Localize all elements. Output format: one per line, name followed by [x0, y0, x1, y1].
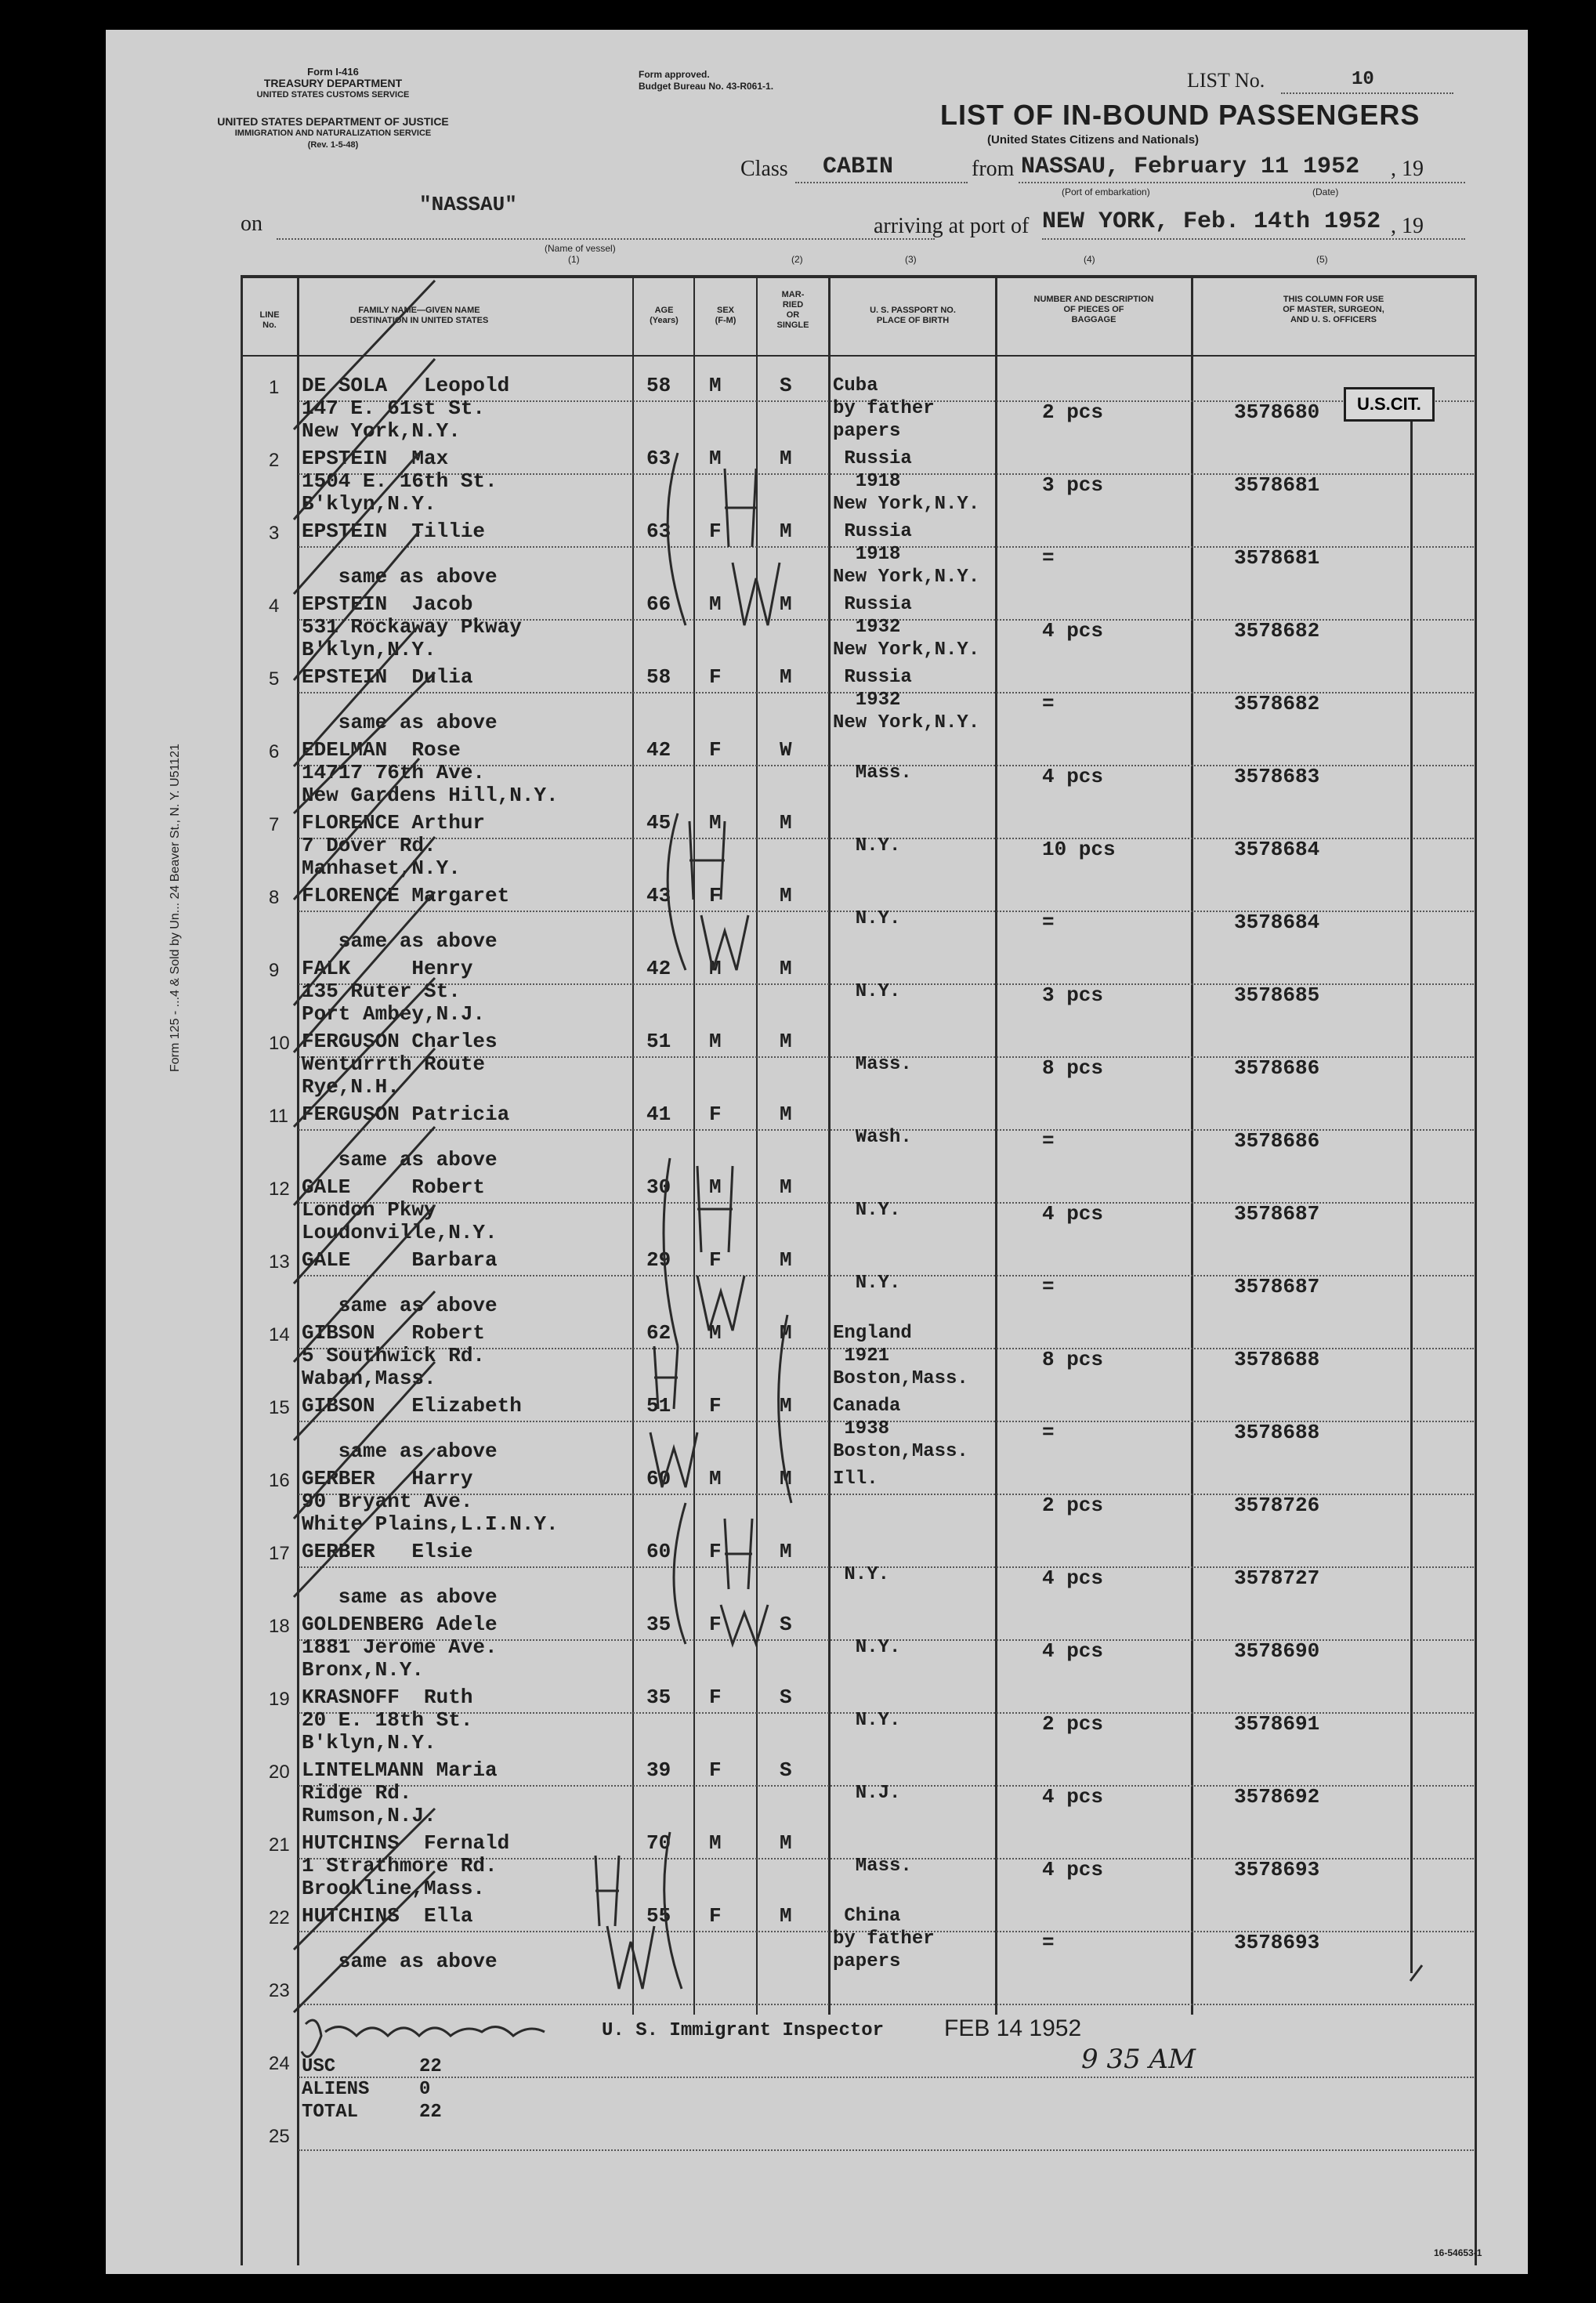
- passenger-name: GERBER Elsie same as above: [302, 1540, 498, 1609]
- passenger-sex: F: [709, 520, 722, 543]
- passenger-officer-number: 3578688: [1234, 1421, 1320, 1444]
- passenger-name: EPSTEIN Max 1504 E. 16th St. B'klyn,N.Y.: [302, 447, 498, 516]
- totals-value: 22: [419, 2102, 442, 2123]
- revision: (Rev. 1-5-48): [307, 140, 359, 150]
- col-header-age: AGE (Years): [650, 306, 679, 325]
- passenger-sex: M: [709, 1831, 722, 1855]
- passenger-baggage: =: [1042, 1129, 1055, 1153]
- justice-dept: UNITED STATES DEPARTMENT OF JUSTICE: [217, 115, 449, 128]
- passenger-baggage: 4 pcs: [1042, 765, 1104, 788]
- passenger-name: DE SOLA Leopold 147 E. 61st St. New York,N.Y.: [302, 374, 510, 443]
- hw-h: [689, 821, 725, 900]
- passenger-sex: F: [709, 1904, 722, 1928]
- passenger-officer-number: 3578682: [1234, 692, 1320, 715]
- vessel-caption-num: (1): [568, 254, 580, 265]
- passenger-name: GIBSON Elizabeth same as above: [302, 1394, 522, 1463]
- passenger-marital-status: M: [780, 1394, 792, 1418]
- passenger-sex: M: [709, 1030, 722, 1053]
- line-number: 17: [269, 1543, 290, 1564]
- arrival-value: NEW YORK, Feb. 14th 1952: [1042, 208, 1381, 235]
- bracket-mark: [668, 813, 686, 970]
- col-header-baggage: NUMBER AND DESCRIPTION OF PIECES OF BAGGAGE: [1033, 295, 1154, 324]
- line-number: 9: [269, 960, 280, 981]
- passenger-name: GALE Barbara same as above: [302, 1248, 498, 1317]
- passenger-officer-number: 3578686: [1234, 1056, 1320, 1080]
- treasury-dept: TREASURY DEPARTMENT: [263, 77, 403, 89]
- passenger-sex: M: [709, 447, 722, 470]
- totals-label: TOTAL: [302, 2102, 359, 2123]
- passenger-age: 35: [646, 1686, 671, 1709]
- passenger-marital-status: S: [780, 1613, 792, 1636]
- hw-w: [697, 1276, 744, 1331]
- passenger-baggage: 4 pcs: [1042, 1566, 1104, 1590]
- bracket-mark: [664, 1158, 678, 1346]
- passenger-age: 43: [646, 884, 671, 907]
- passenger-sex: M: [709, 957, 722, 980]
- passenger-officer-number: 3578693: [1234, 1858, 1320, 1881]
- passenger-birth-place: England 1921 Boston,Mass.: [833, 1323, 968, 1389]
- tick-mark: [294, 892, 435, 1052]
- passenger-age: 42: [646, 738, 671, 762]
- passenger-age: 51: [646, 1394, 671, 1418]
- passenger-name: KRASNOFF Ruth 20 E. 18th St. B'klyn,N.Y.: [302, 1686, 473, 1754]
- passenger-baggage: =: [1042, 1931, 1055, 1954]
- passenger-age: 45: [646, 811, 671, 835]
- passenger-marital-status: M: [780, 1103, 792, 1126]
- us-citizen-stamp: U.S.CIT.: [1344, 387, 1435, 422]
- passenger-sex: M: [709, 1321, 722, 1345]
- passenger-age: 30: [646, 1175, 671, 1199]
- passenger-baggage: 4 pcs: [1042, 1202, 1104, 1226]
- passenger-marital-status: S: [780, 1758, 792, 1782]
- passenger-baggage: 3 pcs: [1042, 983, 1104, 1007]
- passenger-age: 60: [646, 1467, 671, 1490]
- passenger-officer-number: 3578681: [1234, 473, 1320, 497]
- passenger-name: EDELMAN Rose 14717 76th Ave. New Gardens Hill,N.Y.: [302, 738, 559, 807]
- passenger-marital-status: M: [780, 1831, 792, 1855]
- passenger-officer-number: 3578682: [1234, 619, 1320, 643]
- passenger-officer-number: 3578685: [1234, 983, 1320, 1007]
- passenger-birth-place: Mass.: [855, 1856, 912, 1877]
- arriving-label: arriving at port of: [874, 214, 1030, 238]
- line-number: 23: [269, 1980, 290, 2001]
- hw-w: [607, 1926, 654, 1989]
- line-number: 19: [269, 1689, 290, 1710]
- passenger-birth-place: Russia 1932 New York,N.Y.: [833, 667, 980, 733]
- line-number: 22: [269, 1907, 290, 1928]
- customs-service: UNITED STATES CUSTOMS SERVICE: [256, 90, 410, 100]
- col-header-married: MAR- RIED OR SINGLE: [776, 290, 809, 330]
- hw-h: [595, 1856, 619, 1926]
- passenger-age: 55: [646, 1904, 671, 1928]
- totals-value: 22: [419, 2056, 442, 2077]
- passenger-marital-status: M: [780, 1248, 792, 1272]
- line-number: 25: [269, 2126, 290, 2147]
- tick-mark: [294, 1291, 435, 1440]
- passenger-sex: M: [709, 1175, 722, 1199]
- passenger-marital-status: M: [780, 1904, 792, 1928]
- passenger-marital-status: M: [780, 1030, 792, 1053]
- passenger-baggage: 8 pcs: [1042, 1056, 1104, 1080]
- passenger-age: 39: [646, 1758, 671, 1782]
- inspector-signature: [333, 2004, 483, 2037]
- passenger-baggage: 4 pcs: [1042, 619, 1104, 643]
- passenger-name: GERBER Harry 90 Bryant Ave. White Plains,L.I.N.Y.: [302, 1467, 559, 1536]
- passenger-birth-place: Russia 1932 New York,N.Y.: [833, 594, 980, 661]
- passenger-marital-status: M: [780, 447, 792, 470]
- passenger-marital-status: M: [780, 957, 792, 980]
- passenger-birth-place: N.J.: [855, 1783, 901, 1804]
- tick-mark: [294, 625, 419, 766]
- inspector-date-stamp: FEB 14 1952: [944, 2015, 1082, 2041]
- passenger-baggage: 4 pcs: [1042, 1785, 1104, 1809]
- passenger-birth-place: Ill.: [833, 1468, 878, 1490]
- passenger-list-form: [106, 30, 1528, 2274]
- line-number: 21: [269, 1834, 290, 1856]
- col-header-name: FAMILY NAME—GIVEN NAME DESTINATION IN UNITED STATES: [349, 306, 489, 325]
- tick-mark: [294, 1809, 435, 1950]
- passenger-officer-number: 3578680: [1234, 400, 1320, 424]
- passenger-name: FERGUSON Charles Wenturrth Route Rye,N.H.: [302, 1030, 498, 1099]
- passenger-age: 51: [646, 1030, 671, 1053]
- tick-mark: [294, 359, 435, 520]
- passenger-officer-number: 3578690: [1234, 1639, 1320, 1663]
- passenger-officer-number: 3578726: [1234, 1494, 1320, 1517]
- passenger-sex: M: [709, 592, 722, 616]
- passenger-baggage: 8 pcs: [1042, 1348, 1104, 1371]
- passenger-baggage: 10 pcs: [1042, 838, 1116, 861]
- passenger-sex: F: [709, 1394, 722, 1418]
- line-number: 14: [269, 1324, 290, 1345]
- bracket-tick: [1410, 1965, 1422, 1981]
- bracket-mark: [779, 1315, 791, 1503]
- line-number: 7: [269, 814, 280, 835]
- passenger-birth-place: N.Y.: [855, 835, 901, 856]
- hw-w: [721, 1605, 768, 1644]
- list-no-label: LIST No.: [1187, 69, 1265, 92]
- passenger-age: 58: [646, 665, 671, 689]
- passenger-birth-place: China by father papers: [833, 1906, 935, 1972]
- passenger-officer-number: 3578727: [1234, 1566, 1320, 1590]
- passenger-baggage: 2 pcs: [1042, 1712, 1104, 1736]
- from-year-suffix: , 19: [1391, 157, 1424, 181]
- passenger-name: GIBSON Robert 5 Southwick Rd. Waban,Mass.: [302, 1321, 486, 1390]
- line-number: 3: [269, 523, 280, 544]
- passenger-baggage: =: [1042, 911, 1055, 934]
- col-header-passport: U. S. PASSPORT NO. PLACE OF BIRTH: [870, 306, 956, 325]
- passenger-officer-number: 3578684: [1234, 838, 1320, 861]
- passenger-officer-number: 3578681: [1234, 546, 1320, 570]
- line-number: 2: [269, 450, 280, 471]
- passenger-marital-status: M: [780, 1540, 792, 1563]
- from-label: from: [972, 157, 1015, 181]
- passenger-sex: F: [709, 1540, 722, 1563]
- passenger-baggage: 4 pcs: [1042, 1639, 1104, 1663]
- tick-mark: [294, 1048, 435, 1205]
- passenger-marital-status: S: [780, 1686, 792, 1709]
- col-num-2: (2): [791, 254, 803, 265]
- passenger-name: EPSTEIN Jacob 531 Rockaway Pkway B'klyn,N.Y.: [302, 592, 522, 661]
- passenger-officer-number: 3578691: [1234, 1712, 1320, 1736]
- passenger-age: 63: [646, 447, 671, 470]
- passenger-baggage: =: [1042, 692, 1055, 715]
- passenger-baggage: =: [1042, 1275, 1055, 1298]
- passenger-marital-status: M: [780, 811, 792, 835]
- passenger-marital-status: M: [780, 884, 792, 907]
- list-no-value: 10: [1352, 69, 1374, 90]
- col-num-5: (5): [1316, 254, 1328, 265]
- passenger-birth-place: Russia 1918 New York,N.Y.: [833, 448, 980, 515]
- passenger-name: GALE Robert London Pkwy Loudonville,N.Y.: [302, 1175, 498, 1244]
- passenger-birth-place: N.Y.: [855, 981, 901, 1002]
- passenger-sex: F: [709, 1613, 722, 1636]
- passenger-birth-place: Mass.: [855, 762, 912, 784]
- passenger-birth-place: Canada 1938 Boston,Mass.: [833, 1396, 968, 1462]
- passenger-age: 58: [646, 374, 671, 397]
- hw-h: [697, 1166, 733, 1252]
- line-number: 4: [269, 596, 280, 617]
- passenger-age: 70: [646, 1831, 671, 1855]
- on-label: on: [241, 212, 262, 236]
- passenger-age: 63: [646, 520, 671, 543]
- line-number: 10: [269, 1033, 290, 1054]
- passenger-officer-number: 3578686: [1234, 1129, 1320, 1153]
- line-number: 12: [269, 1179, 290, 1200]
- passenger-officer-number: 3578683: [1234, 765, 1320, 788]
- hw-w: [650, 1432, 697, 1487]
- col-header-line: LINE No.: [259, 310, 280, 330]
- hw-h: [725, 469, 756, 547]
- line-number: 6: [269, 741, 280, 762]
- hw-w: [733, 563, 780, 625]
- passenger-age: 42: [646, 957, 671, 980]
- passenger-officer-number: 3578693: [1234, 1931, 1320, 1954]
- passenger-name: FERGUSON Patricia same as above: [302, 1103, 510, 1171]
- side-print-text: Form 125 - ...4 & Sold by Un... 24 Beaver St., N. Y. U51121: [168, 744, 182, 1072]
- passenger-baggage: 4 pcs: [1042, 1858, 1104, 1881]
- tick-mark: [294, 978, 435, 1127]
- passenger-marital-status: M: [780, 520, 792, 543]
- passenger-sex: F: [709, 1103, 722, 1126]
- footer-code: 16-54653-1: [1434, 2247, 1482, 2258]
- tick-mark: [294, 1127, 435, 1284]
- totals-label: ALIENS: [302, 2079, 370, 2100]
- passenger-age: 41: [646, 1103, 671, 1126]
- passenger-sex: F: [709, 665, 722, 689]
- col-header-sex: SEX (F-M): [715, 306, 736, 325]
- tick-mark: [294, 1362, 435, 1519]
- hw-h: [725, 1519, 752, 1589]
- passenger-birth-place: N.Y.: [855, 908, 901, 929]
- vessel-caption: (Name of vessel): [545, 243, 616, 254]
- page-title: LIST OF IN-BOUND PASSENGERS: [940, 99, 1420, 131]
- passenger-name: HUTCHINS Fernald 1 Strathmore Rd. Brookline,Mass.: [302, 1831, 510, 1900]
- passenger-name: EPSTEIN Dulia same as above: [302, 665, 498, 734]
- passenger-age: 62: [646, 1321, 671, 1345]
- from-value: NASSAU, February 11 1952: [1021, 154, 1360, 180]
- passenger-sex: F: [709, 884, 722, 907]
- tick-mark: [294, 837, 435, 1005]
- passenger-sex: M: [709, 811, 722, 835]
- passenger-sex: F: [709, 1686, 722, 1709]
- passenger-name: FALK Henry 135 Ruter St. Port Ambey,N.J.: [302, 957, 486, 1026]
- passenger-birth-place: N.Y.: [855, 1273, 901, 1294]
- passenger-age: 60: [646, 1540, 671, 1563]
- inspector-title: U. S. Immigrant Inspector: [602, 2020, 885, 2041]
- port-embarkation-caption: (Port of embarkation): [1062, 186, 1150, 197]
- tick-mark: [294, 1205, 435, 1362]
- budget-bureau: Budget Bureau No. 43-R061-1.: [639, 81, 774, 92]
- tick-mark: [294, 453, 419, 594]
- class-value: CABIN: [823, 154, 894, 180]
- hw-h: [654, 1346, 678, 1409]
- line-number: 8: [269, 887, 280, 908]
- form-number: Form I-416: [307, 66, 359, 78]
- passenger-officer-number: 3578687: [1234, 1202, 1320, 1226]
- line-number: 15: [269, 1397, 290, 1418]
- passenger-age: 29: [646, 1248, 671, 1272]
- tick-mark: [294, 1448, 435, 1597]
- line-number: 11: [269, 1106, 288, 1127]
- passenger-marital-status: M: [780, 1175, 792, 1199]
- passenger-sex: M: [709, 1467, 722, 1490]
- totals-label: USC: [302, 2056, 336, 2077]
- class-label: Class: [740, 157, 788, 181]
- ins-service: IMMIGRATION AND NATURALIZATION SERVICE: [234, 129, 432, 138]
- passenger-baggage: 3 pcs: [1042, 473, 1104, 497]
- passenger-marital-status: M: [780, 665, 792, 689]
- bracket-mark: [674, 1503, 686, 1644]
- passenger-baggage: =: [1042, 546, 1055, 570]
- vessel-name: "NASSAU": [419, 193, 517, 216]
- line-number: 1: [269, 377, 280, 398]
- passenger-baggage: 2 pcs: [1042, 400, 1104, 424]
- arrival-year-suffix: , 19: [1391, 214, 1424, 238]
- handwritten-annotations: [106, 30, 1528, 2274]
- tick-mark: [294, 281, 435, 429]
- passenger-birth-place: N.Y.: [855, 1710, 901, 1731]
- date-caption: (Date): [1312, 186, 1339, 197]
- passenger-officer-number: 3578687: [1234, 1275, 1320, 1298]
- col-header-officers: THIS COLUMN FOR USE OF MASTER, SURGEON, AND U. S. OFFICERS: [1283, 295, 1384, 324]
- page-subtitle: (United States Citizens and Nationals): [987, 133, 1200, 147]
- passenger-name: FLORENCE Margaret same as above: [302, 884, 510, 953]
- passenger-birth-place: N.Y.: [855, 1200, 901, 1221]
- line-number: 16: [269, 1470, 290, 1491]
- passenger-sex: M: [709, 374, 722, 397]
- tick-mark: [294, 531, 419, 680]
- passenger-marital-status: S: [780, 374, 792, 397]
- passenger-age: 35: [646, 1613, 671, 1636]
- line-number: 18: [269, 1616, 290, 1637]
- passenger-birth-place: Russia 1918 New York,N.Y.: [833, 521, 980, 588]
- passenger-marital-status: W: [780, 738, 792, 762]
- passenger-sex: F: [709, 1248, 722, 1272]
- passenger-sex: F: [709, 1758, 722, 1782]
- line-number: 13: [269, 1251, 290, 1273]
- bracket-mark: [664, 1832, 682, 1989]
- tick-mark: [294, 1871, 435, 2012]
- passenger-birth-place: N.Y.: [844, 1564, 890, 1585]
- passenger-officer-number: 3578692: [1234, 1785, 1320, 1809]
- passenger-birth-place: Wash.: [855, 1127, 912, 1148]
- passenger-age: 66: [646, 592, 671, 616]
- passenger-name: FLORENCE Arthur 7 Dover Rd. Manhaset,N.Y.: [302, 811, 486, 880]
- passenger-officer-number: 3578684: [1234, 911, 1320, 934]
- inspector-time-note: 9 35 AM: [1081, 2044, 1196, 2075]
- form-approved: Form approved.: [639, 69, 710, 80]
- col-num-3: (3): [905, 254, 917, 265]
- passenger-baggage: =: [1042, 1421, 1055, 1444]
- passenger-baggage: 2 pcs: [1042, 1494, 1104, 1517]
- passenger-officer-number: 3578688: [1234, 1348, 1320, 1371]
- passenger-marital-status: M: [780, 592, 792, 616]
- passenger-name: EPSTEIN Tillie same as above: [302, 520, 498, 588]
- passenger-birth-place: N.Y.: [855, 1637, 901, 1658]
- passenger-birth-place: Cuba by father papers: [833, 375, 935, 442]
- line-number: 20: [269, 1762, 290, 1783]
- passenger-sex: F: [709, 738, 722, 762]
- passenger-marital-status: M: [780, 1467, 792, 1490]
- passenger-name: HUTCHINS Ella same as above: [302, 1904, 498, 1973]
- passenger-name: GOLDENBERG Adele 1881 Jerome Ave. Bronx,N.Y.: [302, 1613, 498, 1682]
- passenger-name: LINTELMANN Maria Ridge Rd. Rumson,N.J.: [302, 1758, 498, 1827]
- col-num-4: (4): [1084, 254, 1095, 265]
- bracket-mark: [668, 453, 686, 625]
- line-number: 5: [269, 668, 280, 690]
- line-number: 24: [269, 2053, 290, 2074]
- totals-value: 0: [419, 2079, 431, 2100]
- passenger-marital-status: M: [780, 1321, 792, 1345]
- hw-w: [701, 915, 748, 970]
- passenger-birth-place: Mass.: [855, 1054, 912, 1075]
